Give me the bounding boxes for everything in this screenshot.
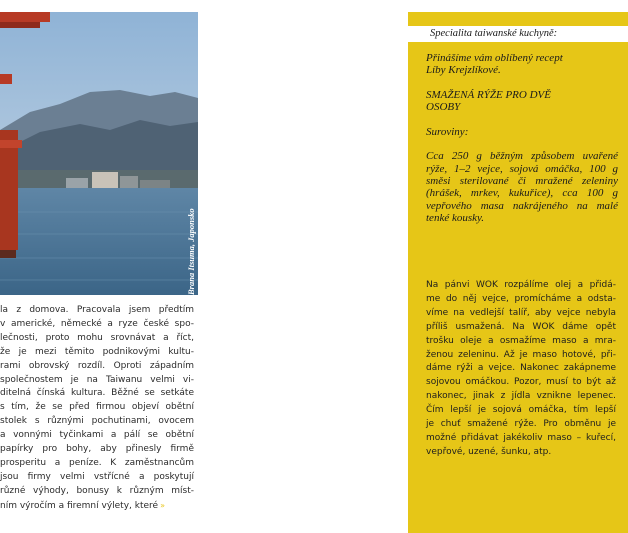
method-line: dáme rýži a vejce. Nakonec zakápneme	[426, 363, 616, 374]
text-line-content: ním výročím a firemní výlety, které	[0, 500, 159, 511]
text-line: la z domova. Pracovala jsem předtím	[0, 305, 194, 315]
ingredients-list	[426, 150, 618, 224]
method-line: trošku oleje a osmažíme maso a mra-	[426, 335, 616, 346]
recipe-intro-line: Přinášíme vám oblíbený recept	[426, 52, 563, 64]
text-line: ditelná čínská kultura. Běžné se setkáte	[0, 388, 194, 399]
ingredients-line: (hrášek, mrkev, kukuřice), cca 100 g	[426, 187, 618, 200]
method-line: možné přidávat jakékoliv maso – kuřecí,	[426, 432, 616, 443]
text-line: různé výhody, bonusy k různým míst-	[0, 485, 194, 496]
recipe-intro-line: Líby Krejzlíkové.	[426, 64, 501, 77]
torii-photo	[0, 12, 198, 295]
method-line: Čím lepší je sojová omáčka, tím lepší	[426, 405, 616, 416]
method-line: víme na vedlejší talíř, aby vejce nebyla	[426, 307, 616, 318]
ingredients-line: vepřového masa nakrájeného na malé	[426, 199, 618, 212]
continue-mark-icon: »	[160, 500, 165, 510]
sidebar-header-label: Specialita taiwanské kuchyně:	[430, 28, 558, 39]
ingredients-line: Cca 250 g běžným způsobem uvařené	[426, 150, 618, 163]
ingredients-line: rýže, 1–2 vejce, sojová omáčka, 100 g	[426, 162, 618, 175]
torii-photo-illustration	[0, 12, 198, 295]
method-line: nakonec, jinak z jídla vznikne lepenec.	[426, 391, 616, 402]
photo-credit: Brana Itsuma, Japonsko	[186, 208, 196, 295]
method-line: me do něj vejce, promícháme a odsta-	[426, 293, 616, 304]
text-line: v americké, německé a ryze české spo-	[0, 318, 194, 329]
recipe-method	[426, 279, 616, 460]
text-line: rami obrovský rozdíl. Oproti západním	[0, 360, 194, 371]
text-line: prosperitu a peníze. K zaměstnancům	[0, 457, 194, 468]
method-line: je chuť smažené rýže. Pro obměnu je	[426, 419, 616, 430]
ingredients-line: tenké kousky.	[426, 211, 485, 224]
text-line: s tím, že se před firmou objeví obětní	[0, 402, 194, 413]
recipe-title-line: SMAŽENÁ RÝŽE PRO DVĚ	[426, 88, 551, 101]
text-line: stolek s různými pochutinami, ovocem	[0, 416, 194, 427]
method-line: sojovou omáčkou. Pozor, musí to být až	[426, 377, 616, 388]
text-line: že je mezi těmito podnikovými kultu-	[0, 346, 194, 357]
recipe-block	[426, 52, 618, 224]
text-line	[0, 499, 194, 514]
sidebar-header	[408, 26, 628, 42]
method-line: ženou zeleninu. Až je maso hotové, při-	[426, 349, 616, 360]
method-line: Na pánvi WOK rozpálíme olej a přidá-	[426, 280, 616, 290]
text-line: jsou firmy velmi vstřícné a poskytují	[0, 471, 194, 482]
text-line: společnostem je na Taiwanu velmi vi-	[0, 374, 194, 385]
text-line: a vonnými tyčinkami a pálí se obětní	[0, 430, 194, 441]
ingredients-label: Suroviny:	[426, 125, 469, 138]
recipe-title-line: OSOBY	[426, 101, 461, 114]
text-line: lečnosti, proto mohu srovnávat a říct,	[0, 332, 194, 343]
article-text	[0, 304, 194, 514]
ingredients-line: směsi sterilované či mražené zeleniny	[426, 174, 618, 187]
method-line: vepřové, uzené, šunku, atp.	[426, 446, 552, 457]
text-line: papírky pro bohy, aby přinesly firmě	[0, 444, 194, 455]
method-line: příliš usmažená. Na WOK dáme opět	[426, 321, 616, 332]
recipe-sidebar	[408, 12, 628, 533]
